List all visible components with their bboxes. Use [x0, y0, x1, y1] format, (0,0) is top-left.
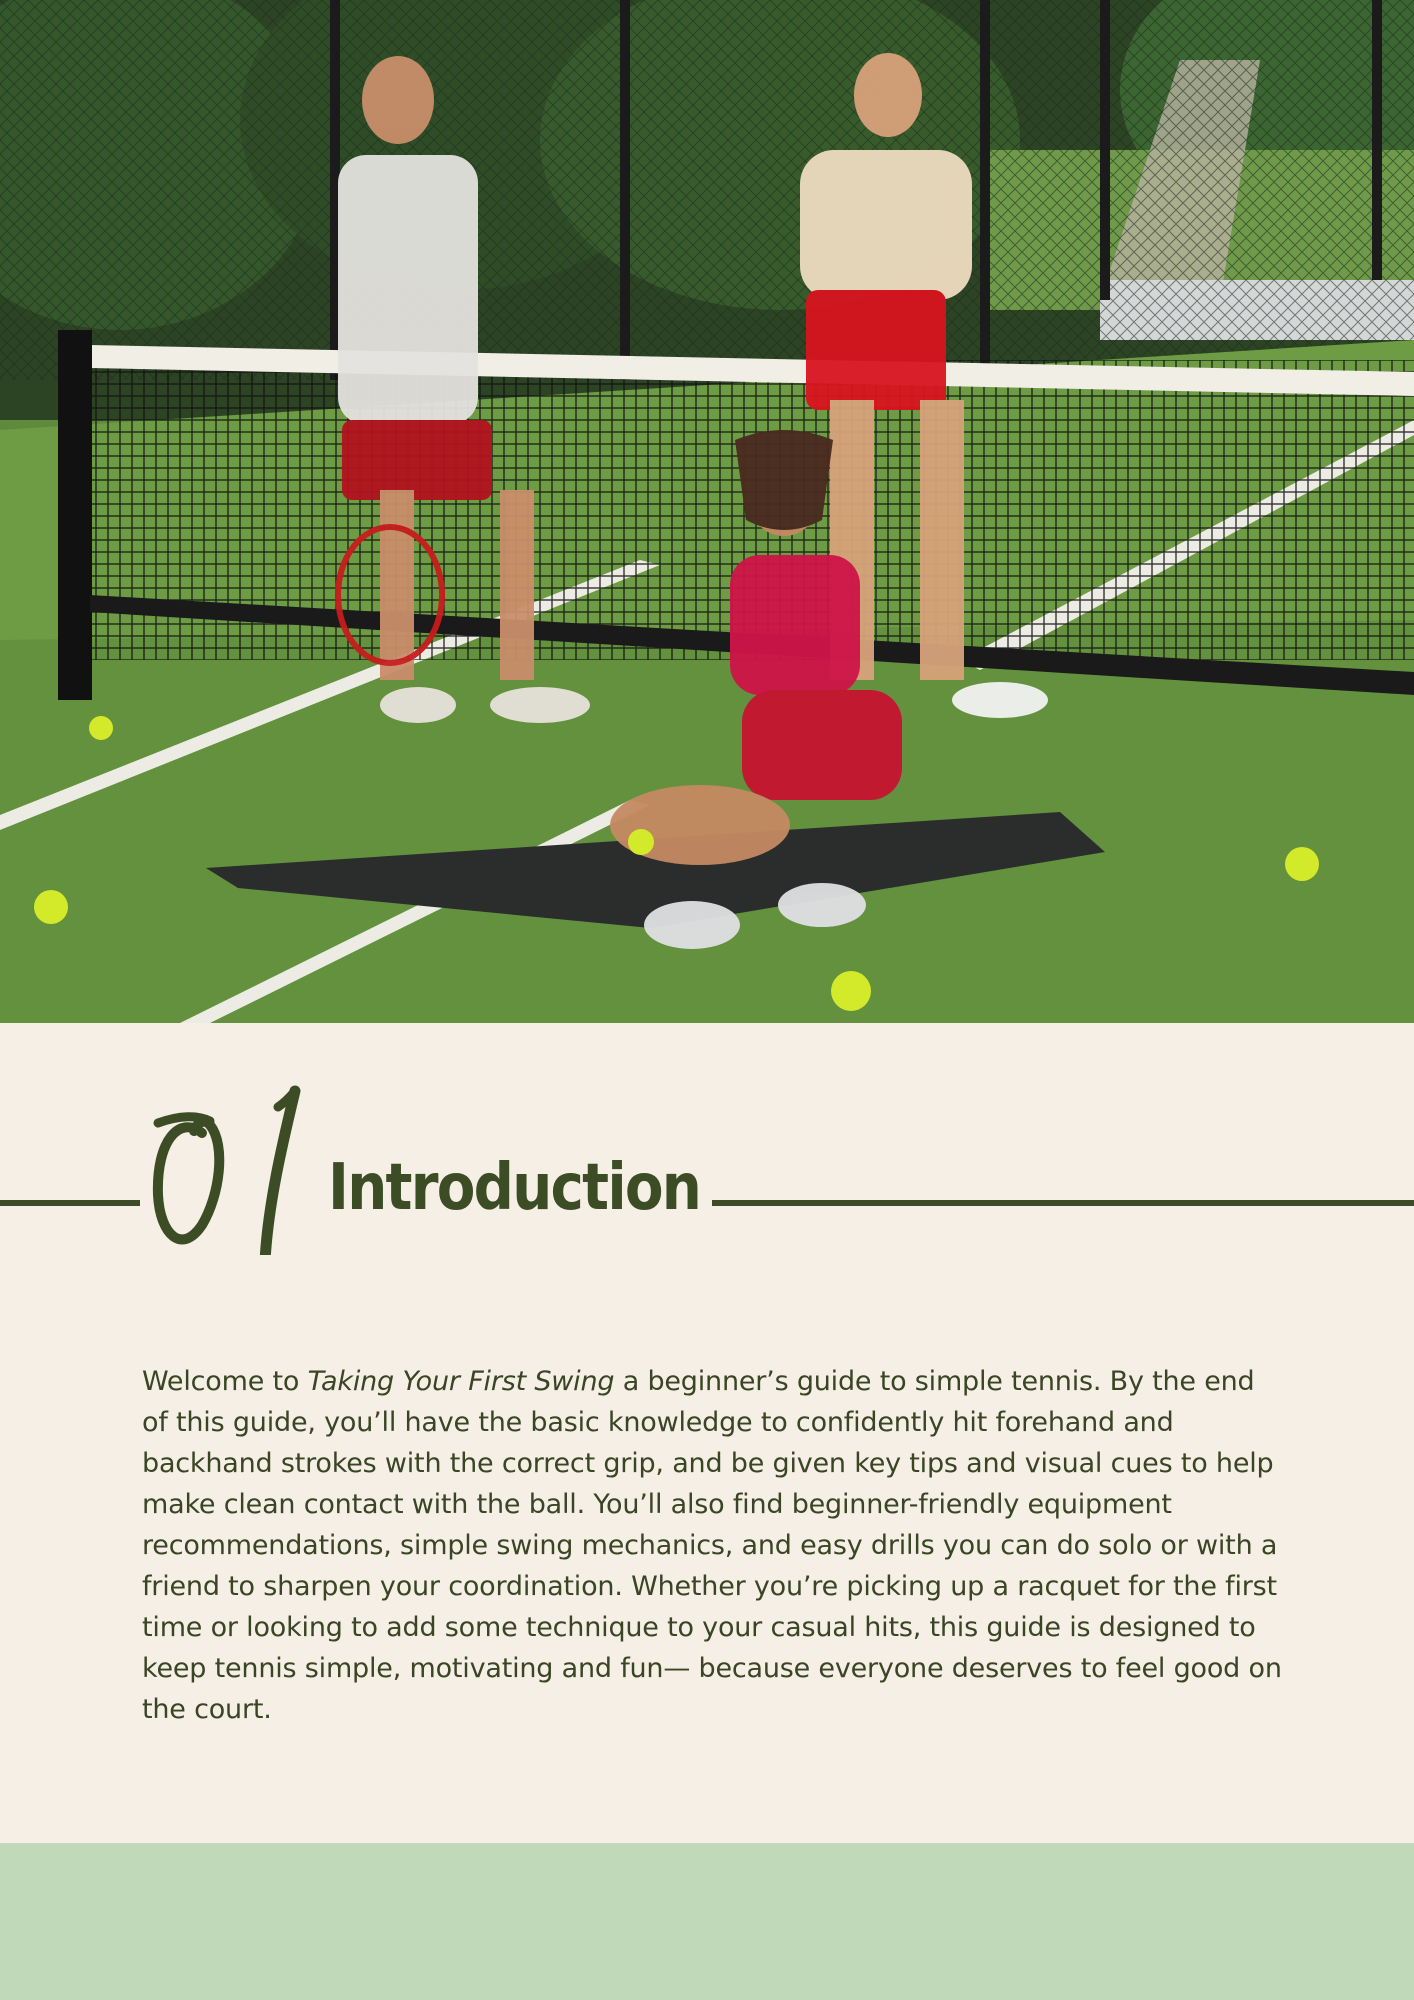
chapter-number — [150, 1085, 310, 1255]
introduction-section — [0, 1023, 1414, 1843]
decorative-rule-right — [712, 1200, 1414, 1206]
decorative-rule-left — [0, 1200, 140, 1206]
section-title: Introduction — [328, 1151, 701, 1225]
intro-lead: Welcome to — [142, 1366, 308, 1397]
intro-body: a beginner’s guide to simple tennis. By the end of this guide, you’ll have the basic knowledge to confidently hit forehand and backhand strokes with the correct grip, and be given key tips and visual cues to help make clean contact with the ball. You’ll also find beginner-friendly equipment recommendations, simple swing mechanics, and easy drills you can do solo or with a friend to sharpen your coordination. Whether you’re picking up a racquet for the first time or looking to add some technique to your casual hits, this guide is designed to keep tennis simple, motivating and fun— because everyone deserves to feel good on the court. — [142, 1366, 1282, 1725]
guide-title: Taking Your First Swing — [307, 1366, 615, 1397]
intro-paragraph — [142, 1361, 1282, 1730]
footer-band — [0, 1843, 1414, 2000]
